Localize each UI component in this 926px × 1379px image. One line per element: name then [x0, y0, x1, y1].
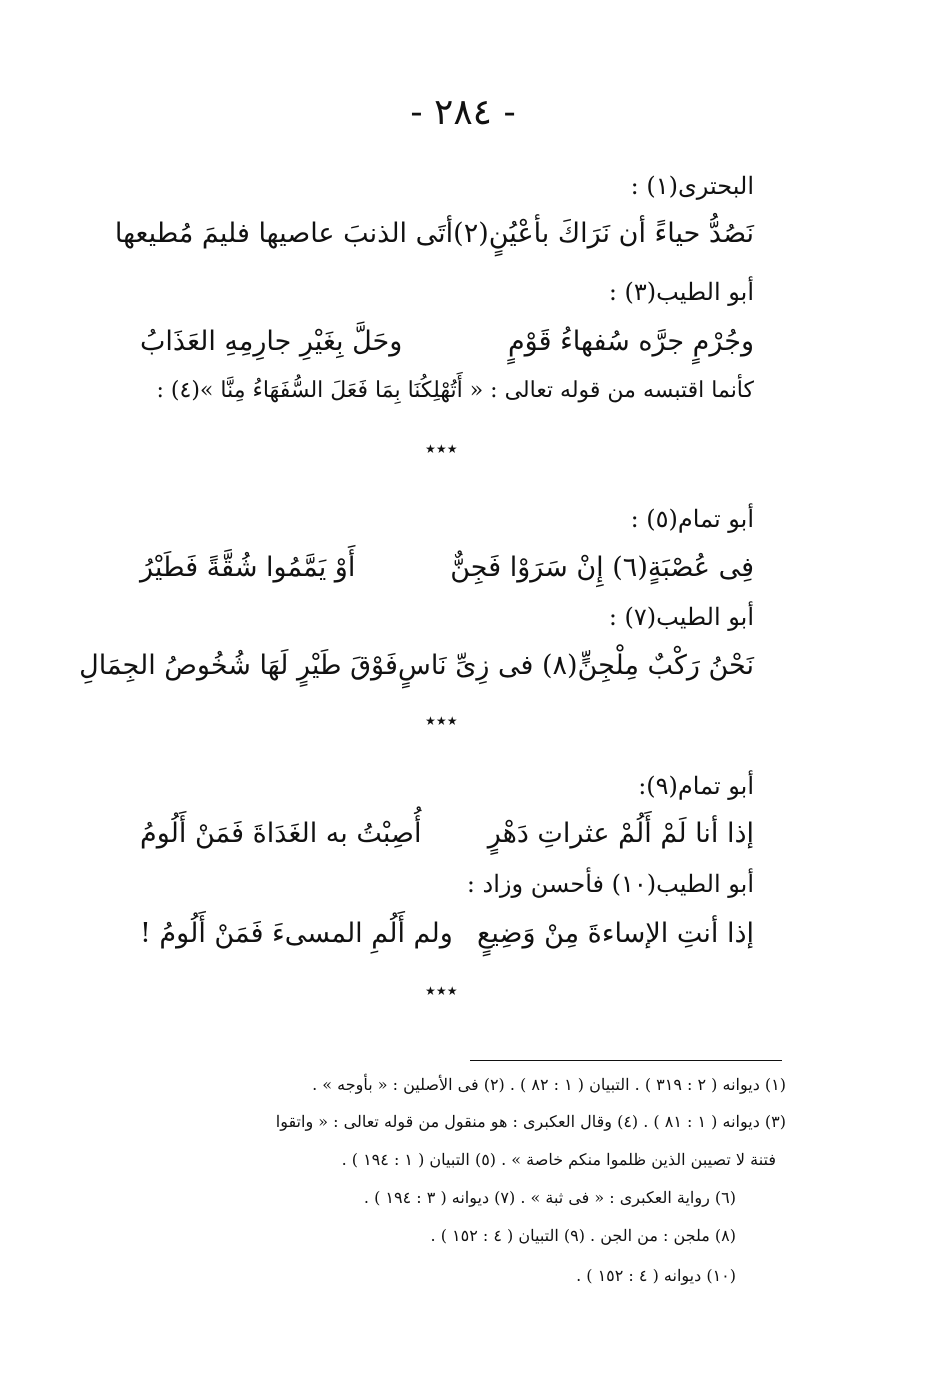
verse-first-hemistich: فِى عُصْبَةٍ(٦) إِنْ سَرَوْا فَجِنٌّ: [450, 552, 754, 583]
verse-first-hemistich: إذا أنتِ الإساءةَ مِنْ وَضِيعٍ: [477, 918, 754, 949]
footnote-line: (٣) ديوانه ( ١ : ٨١ ) . (٤) وقال العكبرى : هو منقول من قوله تعالى : « واتقوا: [275, 1112, 786, 1131]
footnote-line: (٦) رواية العكبرى : « فى ثبة » . (٧) ديوانه ( ٣ : ١٩٤ ) .: [363, 1188, 736, 1207]
poet-heading: أبو تمام(٥) :: [630, 505, 754, 533]
commentary-note: كأنما اقتبسه من قوله تعالى : « أَتُهْلِكُنَا بِمَا فَعَلَ السُّفَهَاءُ مِنَّا »(٤) :: [156, 378, 754, 403]
verse-second-hemistich: ولم أَلُمِ المسىءَ فَمَنْ أَلُومُ !: [140, 918, 453, 949]
section-ornament: ٭٭٭: [425, 436, 458, 460]
poet-heading: البحترى(١) :: [630, 172, 754, 200]
verse-first-hemistich: إذا أنا لَمْ أَلُمْ عثراتِ دَهْرٍ: [487, 818, 754, 849]
verse-first-hemistich: نَصُدُّ حياءً أن نَرَاكَ بأعْيُنٍ(٢): [453, 218, 754, 249]
footnote-line: فتنة لا تصيبن الذين ظلموا منكم خاصة » . (٥) التبيان ( ١ : ١٩٤ ) .: [341, 1150, 776, 1169]
footnote-line: (٨) ملجن : من الجن . (٩) التبيان ( ٤ : ١٥٢ ) .: [430, 1226, 736, 1245]
poet-heading: أبو الطيب(٣) :: [608, 278, 754, 306]
section-ornament: ٭٭٭: [425, 708, 458, 732]
verse-second-hemistich: أَوْ يَمَّمُوا شُقَّةً فَطَيْرُ: [140, 552, 356, 583]
verse-line: [140, 552, 754, 583]
poet-heading: أبو تمام(٩):: [638, 772, 754, 800]
poet-heading: أبو الطيب(١٠) فأحسن وزاد :: [466, 870, 754, 898]
verse-line: [79, 650, 754, 681]
verse-line: [140, 918, 754, 949]
footnote-line: (١٠) ديوانه ( ٤ : ١٥٢ ) .: [576, 1266, 736, 1285]
footnote-line: (١) ديوانه ( ٢ : ٣١٩ ) . التبيان ( ١ : ٨٢ ) . (٢) فى الأصلين : « بأوجه » .: [312, 1075, 786, 1094]
poet-heading: أبو الطيب(٧) :: [608, 603, 754, 631]
verse-first-hemistich: نَحْنُ رَكْبٌ مِلْجِنٍّ(٨) فى زِىِّ نَاسٍ: [397, 650, 754, 681]
verse-second-hemistich: فَوْقَ طَيْرٍ لَهَا شُخُوصُ الجِمَالِ: [79, 650, 398, 681]
verse-first-hemistich: وجُرْمٍ جرَّه سُفهاءُ قَوْمٍ: [507, 326, 754, 357]
section-ornament: ٭٭٭: [425, 978, 458, 1002]
verse-line: [140, 818, 754, 849]
footnote-divider: [470, 1060, 782, 1061]
verse-line: [114, 218, 754, 249]
verse-second-hemistich: أتَى الذنبَ عاصيها فليمَ مُطيعها: [114, 218, 454, 249]
verse-second-hemistich: أُصِبْتُ به الغَدَاةَ فَمَنْ أَلُومُ: [140, 818, 422, 849]
page-number: - ٢٨٤ -: [410, 92, 516, 133]
verse-second-hemistich: وحَلَّ بِغَيْرِ جارِمِهِ العَذَابُ: [140, 326, 403, 357]
verse-line: [140, 326, 754, 357]
